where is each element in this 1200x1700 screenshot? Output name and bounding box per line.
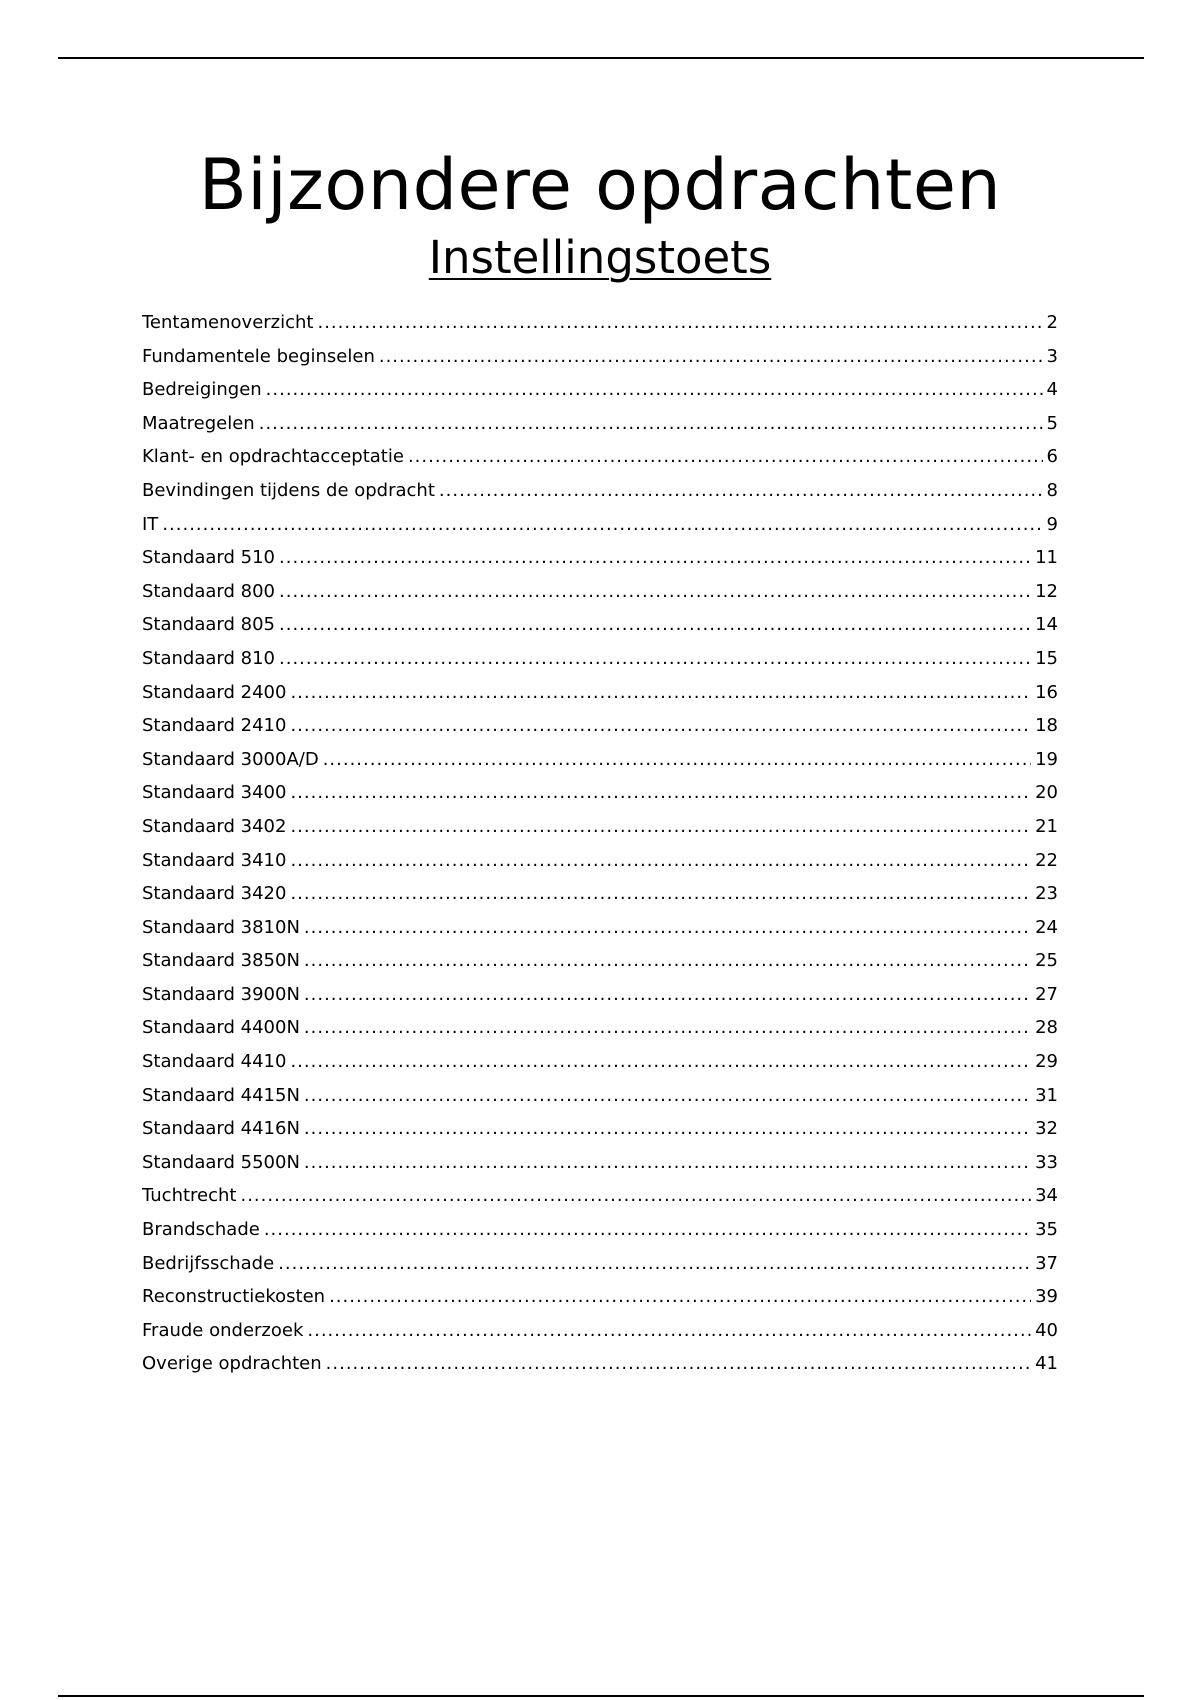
toc-entry-label: Overige opdrachten xyxy=(142,1353,322,1375)
toc-entry-page-number: 23 xyxy=(1035,883,1058,905)
toc-dot-leader xyxy=(304,1146,1031,1180)
toc-entry-page-number: 3 xyxy=(1046,345,1058,367)
toc-entry[interactable] xyxy=(142,844,1058,878)
toc-entry[interactable] xyxy=(142,1045,1058,1079)
toc-dot-leader xyxy=(290,776,1031,810)
toc-entry-page-number: 6 xyxy=(1046,446,1058,468)
toc-entry-label: IT xyxy=(142,513,159,535)
toc-entry-page-number: 19 xyxy=(1035,748,1058,770)
toc-dot-leader xyxy=(290,810,1031,844)
toc-entry-label: Maatregelen xyxy=(142,412,255,434)
toc-dot-leader xyxy=(240,1179,1031,1213)
toc-entry-page-number: 16 xyxy=(1035,681,1058,703)
toc-dot-leader xyxy=(323,743,1031,777)
toc-dot-leader xyxy=(326,1347,1031,1381)
toc-dot-leader xyxy=(162,508,1042,542)
toc-entry-page-number: 4 xyxy=(1046,379,1058,401)
toc-entry[interactable] xyxy=(142,373,1058,407)
toc-dot-leader xyxy=(379,340,1043,374)
toc-entry-page-number: 39 xyxy=(1035,1286,1058,1308)
toc-entry-page-number: 34 xyxy=(1035,1185,1058,1207)
toc-entry[interactable] xyxy=(142,1347,1058,1381)
toc-dot-leader xyxy=(290,709,1031,743)
toc-entry-page-number: 25 xyxy=(1035,950,1058,972)
toc-dot-leader xyxy=(439,474,1043,508)
toc-entry[interactable] xyxy=(142,1280,1058,1314)
toc-entry-label: Brandschade xyxy=(142,1219,260,1241)
document-subtitle xyxy=(0,228,1200,288)
toc-entry[interactable] xyxy=(142,407,1058,441)
toc-entry-page-number: 11 xyxy=(1035,547,1058,569)
toc-entry-label: Fraude onderzoek xyxy=(142,1319,304,1341)
toc-entry-label: Standaard 4400N xyxy=(142,1017,300,1039)
toc-entry[interactable] xyxy=(142,474,1058,508)
toc-entry-label: Standaard 3000A/D xyxy=(142,748,319,770)
toc-entry-label: Standaard 5500N xyxy=(142,1151,300,1173)
toc-entry-page-number: 15 xyxy=(1035,647,1058,669)
toc-entry[interactable] xyxy=(142,944,1058,978)
toc-entry-page-number: 8 xyxy=(1046,479,1058,501)
toc-entry[interactable] xyxy=(142,575,1058,609)
toc-dot-leader xyxy=(304,1079,1031,1113)
toc-entry[interactable] xyxy=(142,911,1058,945)
toc-entry-page-number: 27 xyxy=(1035,983,1058,1005)
toc-entry[interactable] xyxy=(142,541,1058,575)
toc-entry-page-number: 12 xyxy=(1035,580,1058,602)
toc-entry-label: Bedrijfsschade xyxy=(142,1252,275,1274)
toc-entry[interactable] xyxy=(142,1179,1058,1213)
toc-dot-leader xyxy=(304,911,1031,945)
toc-entry[interactable] xyxy=(142,306,1058,340)
toc-entry[interactable] xyxy=(142,1247,1058,1281)
toc-entry-label: Tuchtrecht xyxy=(142,1185,237,1207)
toc-entry[interactable] xyxy=(142,608,1058,642)
toc-entry[interactable] xyxy=(142,810,1058,844)
toc-entry-label: Klant- en opdrachtacceptatie xyxy=(142,446,404,468)
toc-dot-leader xyxy=(408,440,1043,474)
toc-entry[interactable] xyxy=(142,642,1058,676)
toc-entry-label: Standaard 810 xyxy=(142,647,275,669)
toc-dot-leader xyxy=(266,373,1043,407)
toc-dot-leader xyxy=(304,944,1031,978)
toc-entry-page-number: 2 xyxy=(1046,312,1058,333)
toc-entry-label: Standaard 3850N xyxy=(142,950,300,972)
toc-entry-label: Reconstructiekosten xyxy=(142,1286,326,1308)
toc-entry-label: Standaard 4416N xyxy=(142,1118,300,1140)
toc-entry-label: Standaard 3900N xyxy=(142,983,300,1005)
toc-dot-leader xyxy=(278,1247,1031,1281)
toc-entry-label: Standaard 4410 xyxy=(142,1051,287,1073)
toc-entry-label: Standaard 510 xyxy=(142,547,275,569)
toc-entry-label: Standaard 3420 xyxy=(142,883,287,905)
toc-entry[interactable] xyxy=(142,440,1058,474)
toc-entry-label: Standaard 800 xyxy=(142,580,275,602)
toc-entry-label: Fundamentele beginselen xyxy=(142,345,375,367)
toc-entry[interactable] xyxy=(142,978,1058,1012)
toc-entry-label: Standaard 2410 xyxy=(142,715,287,737)
toc-dot-leader xyxy=(279,541,1031,575)
toc-entry[interactable] xyxy=(142,776,1058,810)
toc-dot-leader xyxy=(329,1280,1031,1314)
toc-entry-page-number: 35 xyxy=(1035,1219,1058,1241)
toc-entry-page-number: 18 xyxy=(1035,715,1058,737)
toc-entry[interactable] xyxy=(142,508,1058,542)
toc-entry[interactable] xyxy=(142,340,1058,374)
toc-entry-label: Standaard 2400 xyxy=(142,681,287,703)
toc-dot-leader xyxy=(304,1011,1031,1045)
toc-entry-page-number: 20 xyxy=(1035,782,1058,804)
toc-entry-label: Standaard 3402 xyxy=(142,815,287,837)
toc-dot-leader xyxy=(279,642,1031,676)
toc-dot-leader xyxy=(290,844,1031,878)
toc-entry-page-number: 41 xyxy=(1035,1353,1058,1375)
toc-entry-page-number: 28 xyxy=(1035,1017,1058,1039)
toc-entry-page-number: 22 xyxy=(1035,849,1058,871)
toc-entry[interactable] xyxy=(142,1146,1058,1180)
toc-dot-leader xyxy=(290,1045,1031,1079)
document-subtitle-text: Instellingstoets xyxy=(428,231,772,284)
toc-entry-page-number: 14 xyxy=(1035,614,1058,636)
footer-rule xyxy=(58,1695,1144,1697)
toc-entry-page-number: 5 xyxy=(1046,412,1058,434)
toc-entry-page-number: 9 xyxy=(1046,513,1058,535)
toc-dot-leader xyxy=(304,1112,1031,1146)
toc-entry-label: Tentamenoverzicht xyxy=(142,312,314,333)
toc-dot-leader xyxy=(259,407,1043,441)
toc-dot-leader xyxy=(264,1213,1031,1247)
toc-entry[interactable] xyxy=(142,1011,1058,1045)
toc-entry-page-number: 33 xyxy=(1035,1151,1058,1173)
toc-entry-page-number: 21 xyxy=(1035,815,1058,837)
toc-entry-label: Standaard 3400 xyxy=(142,782,287,804)
toc-entry[interactable] xyxy=(142,1079,1058,1113)
toc-dot-leader xyxy=(279,608,1031,642)
toc-entry-page-number: 24 xyxy=(1035,916,1058,938)
toc-entry[interactable] xyxy=(142,676,1058,710)
document-title: Bijzondere opdrachten xyxy=(198,144,1002,226)
toc-entry-label: Bedreigingen xyxy=(142,379,262,401)
toc-entry-page-number: 37 xyxy=(1035,1252,1058,1274)
toc-dot-leader xyxy=(304,978,1031,1012)
toc-entry-page-number: 40 xyxy=(1035,1319,1058,1341)
toc-entry-label: Standaard 3410 xyxy=(142,849,287,871)
table-of-contents xyxy=(142,306,1058,1381)
toc-entry[interactable] xyxy=(142,1213,1058,1247)
toc-entry-label: Standaard 3810N xyxy=(142,916,300,938)
toc-entry[interactable] xyxy=(142,877,1058,911)
toc-dot-leader xyxy=(317,306,1042,340)
toc-entry-page-number: 31 xyxy=(1035,1084,1058,1106)
toc-entry[interactable] xyxy=(142,1112,1058,1146)
toc-entry-label: Bevindingen tijdens de opdracht xyxy=(142,479,435,501)
toc-dot-leader xyxy=(290,676,1031,710)
toc-entry-label: Standaard 4415N xyxy=(142,1084,300,1106)
toc-entry[interactable] xyxy=(142,709,1058,743)
toc-dot-leader xyxy=(307,1314,1031,1348)
toc-entry[interactable] xyxy=(142,1314,1058,1348)
header-rule xyxy=(58,57,1144,59)
toc-entry-label: Standaard 805 xyxy=(142,614,275,636)
toc-dot-leader xyxy=(290,877,1031,911)
toc-entry[interactable] xyxy=(142,743,1058,777)
toc-entry-page-number: 29 xyxy=(1035,1051,1058,1073)
toc-entry-page-number: 32 xyxy=(1035,1118,1058,1140)
toc-dot-leader xyxy=(279,575,1031,609)
